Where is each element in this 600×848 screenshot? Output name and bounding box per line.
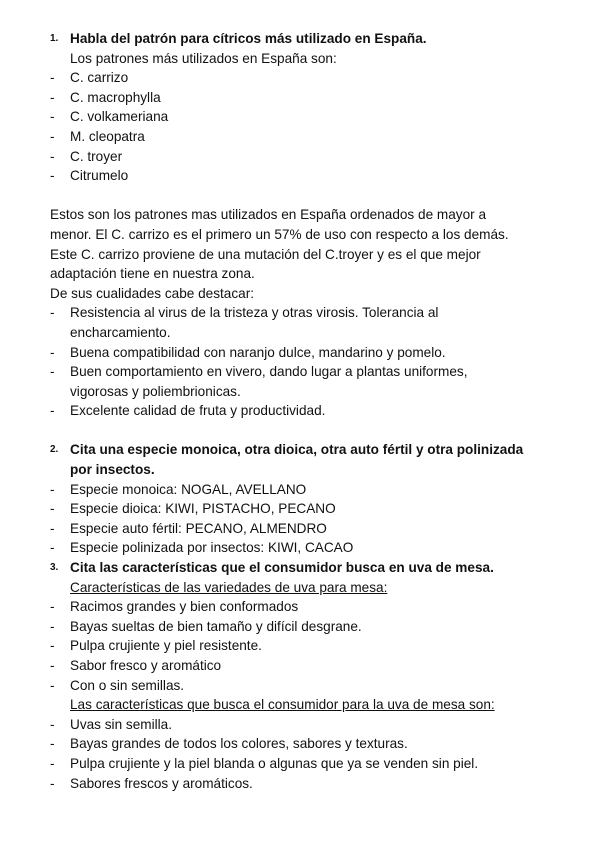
list-item: - C. carrizo	[50, 70, 129, 86]
list-item: - C. troyer	[50, 148, 123, 164]
question-1-heading	[50, 29, 560, 49]
subheading-consumer-preferences: Las características que busca el consumidor para la uva de mesa son:	[70, 697, 495, 713]
question-number: 3.	[50, 562, 59, 574]
paragraph-line: De sus cualidades cabe destacar:	[50, 285, 255, 301]
list-item: - Racimos grandes y bien conformados	[50, 599, 299, 615]
list-item: - Citrumelo	[50, 168, 129, 184]
list-item: - Con o sin semillas.	[50, 677, 185, 693]
question-3-heading	[50, 558, 560, 578]
consumer-preferences-list	[50, 715, 560, 793]
question-2-heading	[50, 440, 560, 460]
question-title: Cita una especie monoica, otra dioica, otra auto fértil y otra polinizada	[70, 442, 524, 458]
q1-intro: Los patrones más utilizados en España son:	[70, 50, 337, 66]
list-item: - Especie auto fértil: PECANO, ALMENDRO	[50, 520, 327, 536]
species-list	[50, 480, 560, 558]
paragraph-line: Este C. carrizo proviene de una mutación del C.troyer y es el que mejor	[50, 246, 481, 262]
variety-traits-list	[50, 597, 560, 695]
paragraph-line: menor. El C. carrizo es el primero un 57% de uso con respecto a los demás.	[50, 226, 509, 242]
list-item: - Especie dioica: KIWI, PISTACHO, PECANO	[50, 501, 336, 517]
question-title: Cita las características que el consumidor busca en uva de mesa.	[70, 560, 494, 576]
question-title: Habla del patrón para cítricos más utilizado en España.	[70, 31, 427, 46]
list-item: - M. cleopatra	[50, 128, 145, 144]
list-item: - Especie polinizada por insectos: KIWI, CACAO	[50, 540, 354, 556]
question-number: 2.	[50, 444, 59, 456]
list-item: - Sabores frescos y aromáticos.	[50, 775, 253, 791]
question-title-continuation: por insectos.	[70, 462, 155, 478]
qualities-list	[50, 303, 560, 421]
list-item: - C. macrophylla	[50, 89, 161, 105]
list-item: - Buena compatibilidad con naranjo dulce, mandarino y pomelo.	[50, 344, 446, 360]
list-item: - Buen comportamiento en vivero, dando lugar a plantas uniformes,	[50, 364, 468, 380]
document-content	[50, 29, 560, 793]
q1-paragraph	[50, 205, 560, 303]
list-item: - C. volkameriana	[50, 109, 169, 125]
list-item: - Uvas sin semilla.	[50, 716, 172, 732]
list-item: - Especie monoica: NOGAL, AVELLANO	[50, 481, 307, 497]
list-item-continuation: vigorosas y poliembrionicas.	[70, 383, 241, 399]
subheading-variety-traits: Características de las variedades de uva para mesa:	[70, 579, 388, 595]
list-item-continuation: encharcamiento.	[70, 324, 171, 340]
paragraph-line: Estos son los patrones mas utilizados en España ordenados de mayor a	[50, 207, 487, 223]
list-item: - Excelente calidad de fruta y productividad.	[50, 403, 326, 419]
list-item: - Sabor fresco y aromático	[50, 658, 222, 673]
question-number: 1.	[50, 33, 59, 44]
list-item: - Bayas sueltas de bien tamaño y difícil desgrane.	[50, 618, 362, 634]
list-item: - Pulpa crujiente y la piel blanda o algunas que ya se venden sin piel.	[50, 755, 479, 771]
rootstock-list	[50, 68, 560, 186]
paragraph-line: adaptación tiene en nuestra zona.	[50, 266, 255, 282]
list-item: - Bayas grandes de todos los colores, sabores y texturas.	[50, 736, 408, 752]
list-item: - Resistencia al virus de la tristeza y otras virosis. Tolerancia al	[50, 305, 439, 321]
list-item: - Pulpa crujiente y piel resistente.	[50, 638, 262, 654]
